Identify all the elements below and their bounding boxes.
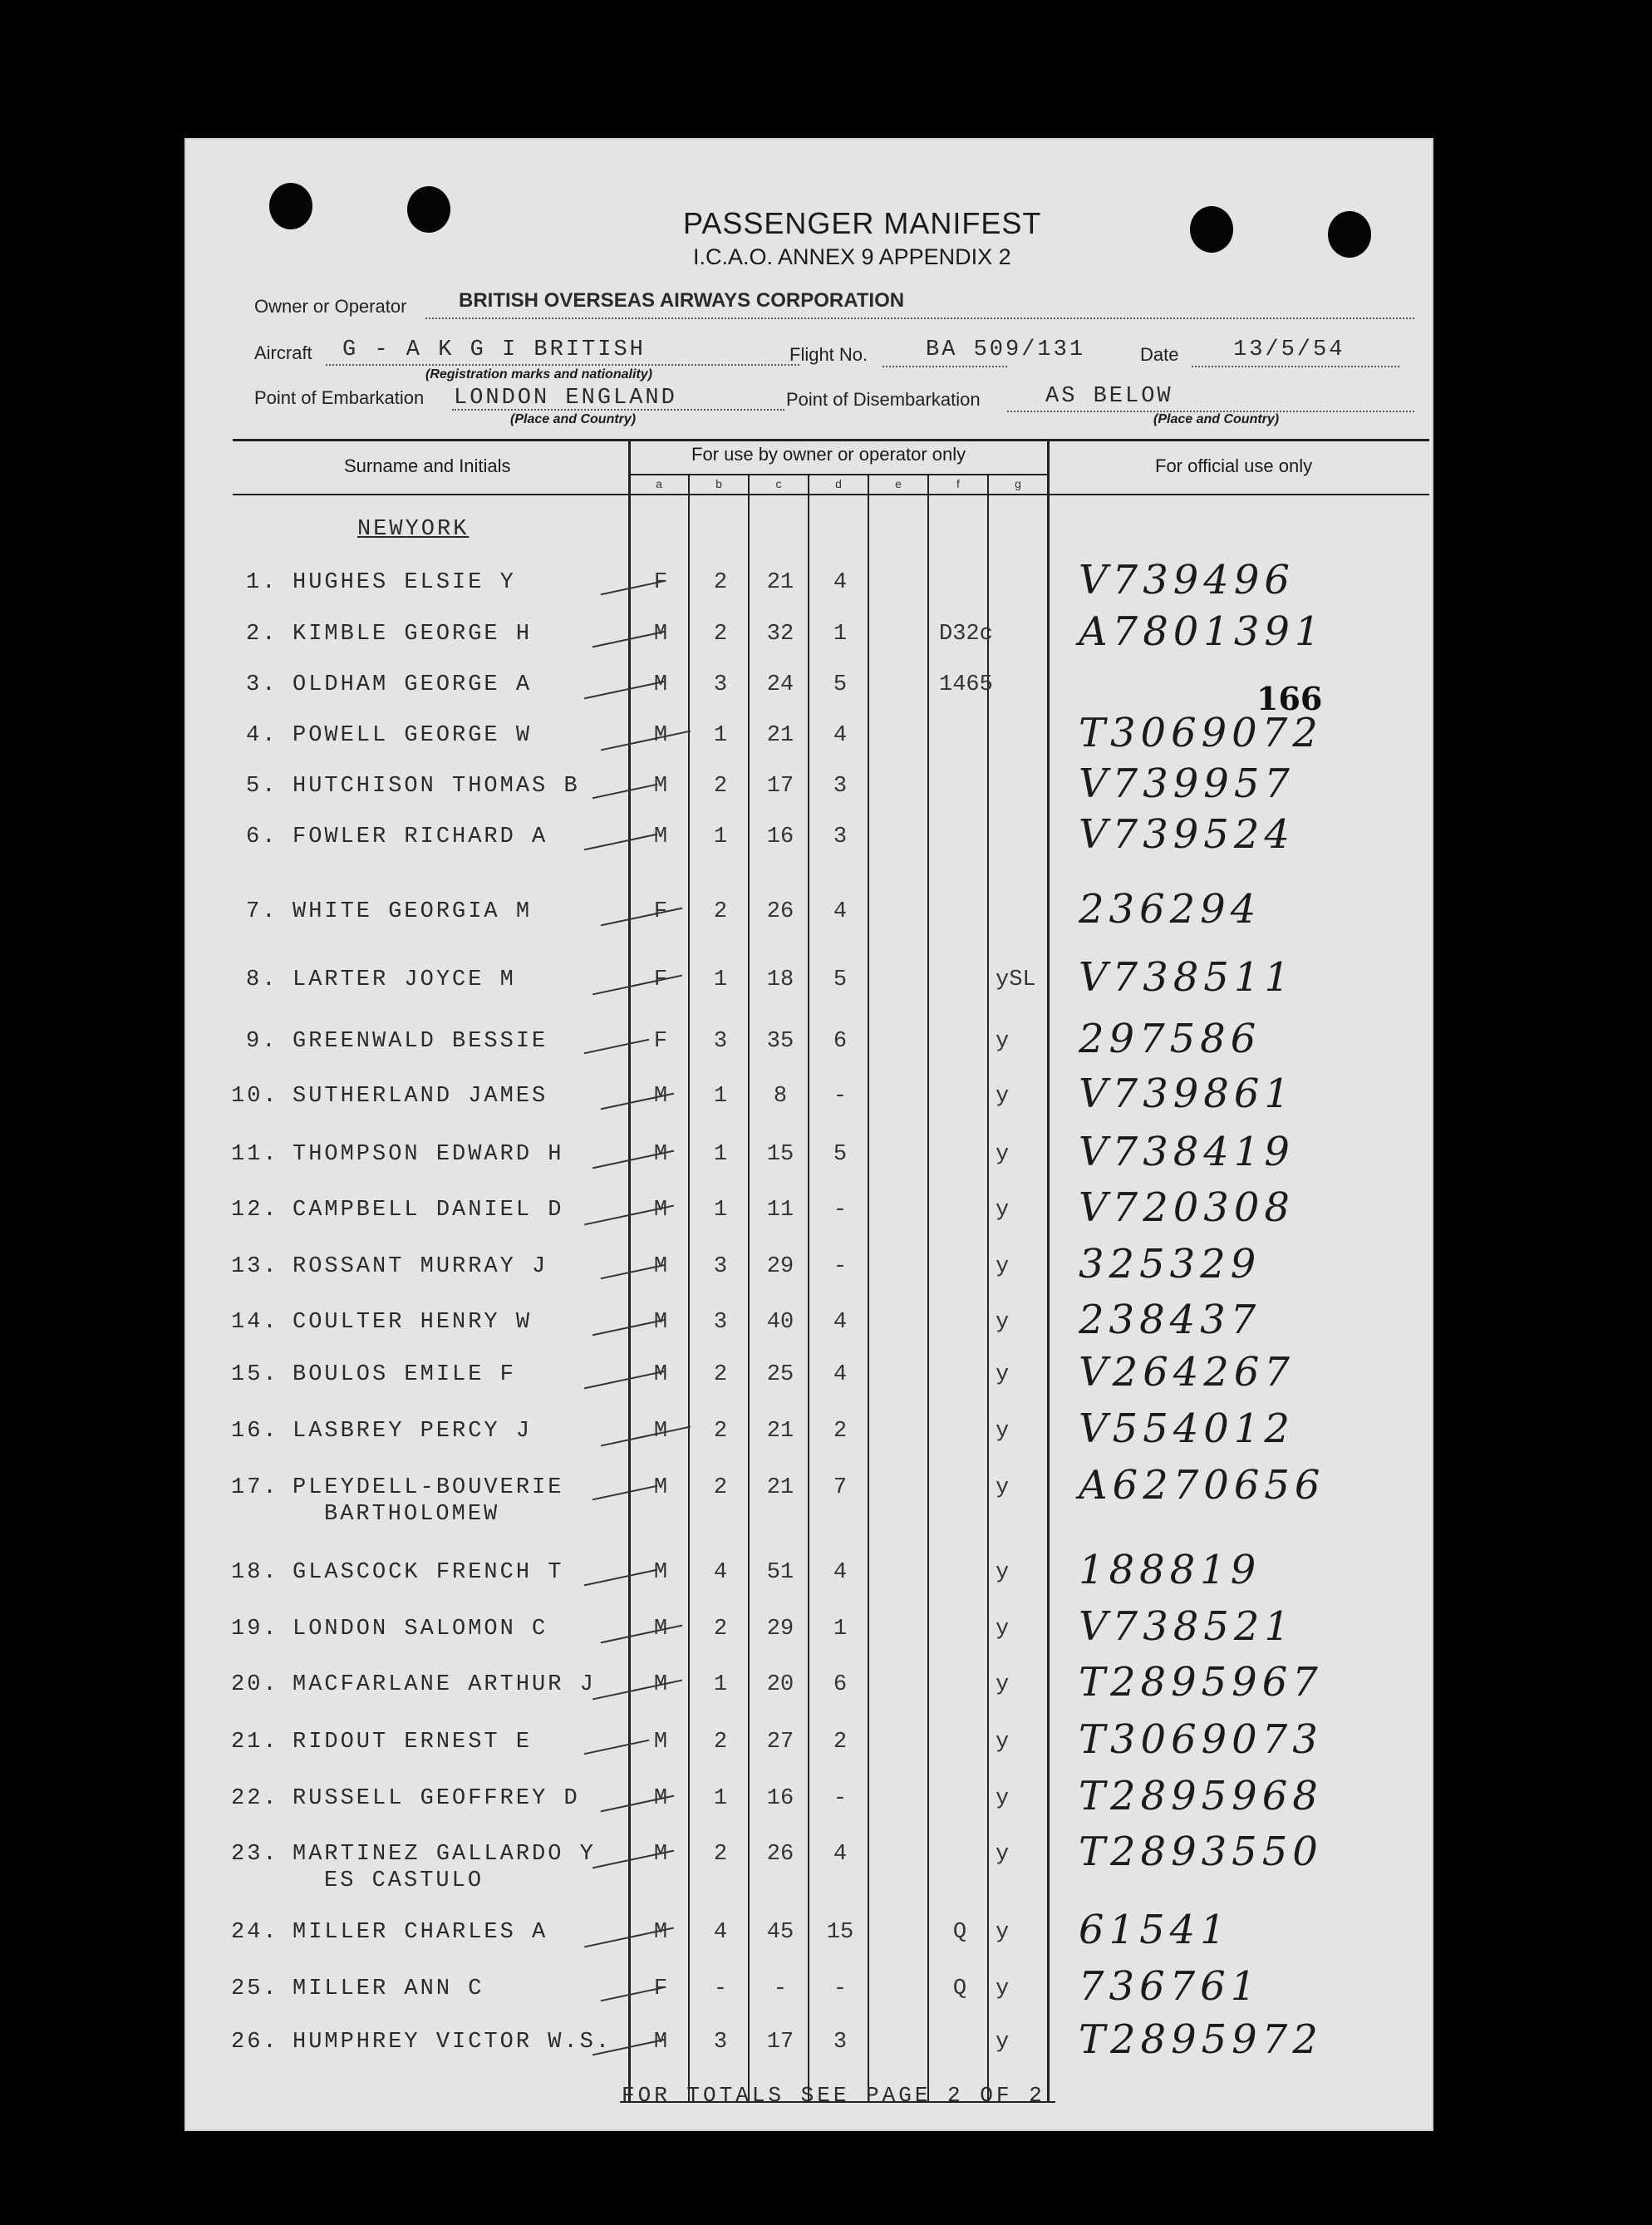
cell-c: 20 (766, 1672, 794, 1697)
row-number: 14. (231, 1310, 279, 1335)
row-number: 3. (246, 672, 278, 697)
cell-g: y (996, 1362, 1010, 1387)
cell-c: 21 (766, 1419, 794, 1444)
cell-b: 2 (713, 1842, 728, 1867)
column-divider (927, 474, 929, 2101)
row-number: 13. (231, 1254, 279, 1279)
passenger-name: FOWLER RICHARD A (293, 825, 548, 849)
official-number: T3069073 (1079, 1716, 1323, 1763)
passenger-name: GLASCOCK FRENCH T (293, 1560, 564, 1585)
row-number: 25. (231, 1976, 279, 2001)
column-divider (987, 474, 989, 2101)
official-number: A6270656 (1079, 1462, 1325, 1509)
official-number: T2895968 (1079, 1773, 1323, 1819)
passenger-name: KIMBLE GEORGE H (293, 622, 533, 647)
official-number: V739861 (1079, 1071, 1295, 1117)
cell-b: 2 (713, 774, 728, 799)
cell-d: 5 (833, 1142, 848, 1167)
cell-d: 5 (833, 967, 848, 992)
official-number: V739496 (1079, 557, 1295, 603)
row-number: 9. (246, 1029, 278, 1054)
official-number: T2895967 (1079, 1659, 1323, 1706)
official-number: V264267 (1079, 1349, 1295, 1396)
cell-d: 2 (833, 1730, 848, 1755)
cell-a: F (653, 967, 668, 992)
official-number: 236294 (1079, 886, 1261, 933)
col-header-official: For official use only (1155, 455, 1313, 476)
aircraft-line (326, 364, 799, 366)
cell-a: M (653, 1920, 668, 1945)
cell-d: 4 (833, 1310, 848, 1335)
table-header-rule (233, 494, 1429, 495)
cell-d: 3 (833, 2030, 848, 2055)
passenger-name: SUTHERLAND JAMES (293, 1084, 548, 1109)
cell-g: y (996, 1730, 1010, 1755)
cell-d: 2 (833, 1419, 848, 1444)
cell-b: 2 (713, 1475, 728, 1500)
passenger-name: RIDOUT ERNEST E (293, 1730, 533, 1755)
subcol-a: a (656, 477, 662, 490)
cell-c: 29 (766, 1254, 794, 1279)
official-number: V554012 (1079, 1405, 1295, 1452)
cell-c: 24 (766, 672, 794, 697)
cell-a: M (653, 1084, 668, 1109)
cell-c: 16 (766, 825, 794, 849)
row-number: 16. (231, 1419, 279, 1444)
cell-a: M (653, 1310, 668, 1335)
cell-d: - (833, 1786, 848, 1811)
official-number: 188819 (1079, 1547, 1261, 1593)
cell-b: 3 (713, 672, 728, 697)
footer-note: FOR TOTALS SEE PAGE 2 OF 2 (622, 2083, 1045, 2108)
official-number: 325329 (1079, 1241, 1261, 1287)
cell-g: y (996, 1920, 1010, 1945)
cell-b: 1 (713, 825, 728, 849)
column-divider (868, 474, 869, 2101)
passenger-name: HUMPHREY VICTOR W.S. (293, 2030, 612, 2055)
cell-a: M (653, 1842, 668, 1867)
cell-f: Q (952, 1920, 967, 1945)
cell-d: 4 (833, 1560, 848, 1585)
row-number: 17. (231, 1475, 279, 1500)
cell-d: 4 (833, 1362, 848, 1387)
cell-c: 26 (766, 899, 794, 924)
cell-d: 3 (833, 825, 848, 849)
cell-g: y (996, 1786, 1010, 1811)
cell-g: y (996, 1198, 1010, 1223)
cell-a: F (653, 1976, 668, 2001)
column-divider (688, 474, 690, 2101)
cell-c: 27 (766, 1730, 794, 1755)
cell-c: 21 (766, 570, 794, 595)
cell-b: 4 (713, 1920, 728, 1945)
cell-d: 6 (833, 1029, 848, 1054)
cell-b: 2 (713, 570, 728, 595)
row-number: 11. (231, 1142, 279, 1167)
table-top-rule (233, 439, 1429, 441)
official-number: 297586 (1079, 1016, 1261, 1062)
cell-a: M (653, 1730, 668, 1755)
cell-a: M (653, 1142, 668, 1167)
col-header-operator: For use by owner or operator only (691, 444, 966, 465)
cell-a: M (653, 622, 668, 647)
cell-d: 3 (833, 774, 848, 799)
cell-g: y (996, 1310, 1010, 1335)
cell-c: - (773, 1976, 788, 2001)
disembark-label: Point of Disembarkation (786, 389, 981, 410)
row-number: 8. (246, 967, 278, 992)
subcol-b: b (715, 477, 722, 490)
embark-label: Point of Embarkation (254, 387, 425, 408)
cell-b: 2 (713, 622, 728, 647)
subcol-e: e (895, 477, 902, 490)
cell-d: 15 (826, 1920, 854, 1945)
passenger-name-continued: BARTHOLOMEW (324, 1502, 500, 1527)
subcol-f: f (956, 477, 960, 490)
row-number: 19. (231, 1617, 279, 1642)
row-number: 21. (231, 1730, 279, 1755)
cell-b: 2 (713, 899, 728, 924)
cell-f: Q (952, 1976, 967, 2001)
subcol-d: d (835, 477, 842, 490)
cell-c: 17 (766, 774, 794, 799)
row-number: 1. (246, 570, 278, 595)
official-number: T3069072 (1079, 710, 1323, 756)
official-number: 238437 (1079, 1297, 1261, 1343)
aircraft-note: (Registration marks and nationality) (425, 367, 652, 381)
official-number: 736761 (1079, 1963, 1261, 2010)
cell-d: 1 (833, 1617, 848, 1642)
punch-hole (1328, 211, 1371, 258)
cell-a: M (653, 1198, 668, 1223)
passenger-name-continued: ES CASTULO (324, 1868, 484, 1893)
passenger-name: BOULOS EMILE F (293, 1362, 516, 1387)
passenger-name: MARTINEZ GALLARDO Y (293, 1842, 596, 1867)
date-label: Date (1140, 344, 1179, 365)
cell-b: 1 (713, 1786, 728, 1811)
cell-c: 21 (766, 1475, 794, 1500)
subcol-g: g (1015, 477, 1021, 490)
flight-value: BA 509/131 (926, 337, 1086, 362)
owner-line (425, 318, 1414, 319)
cell-g: y (996, 1084, 1010, 1109)
cell-c: 17 (766, 2030, 794, 2055)
cell-g: ySL (996, 967, 1036, 992)
official-number: 61541 (1079, 1907, 1231, 1953)
cell-d: 4 (833, 899, 848, 924)
cell-d: 4 (833, 723, 848, 748)
form-title: PASSENGER MANIFEST (683, 206, 1042, 240)
cell-b: 3 (713, 2030, 728, 2055)
cell-d: 7 (833, 1475, 848, 1500)
punch-hole (407, 186, 450, 233)
cell-c: 40 (766, 1310, 794, 1335)
row-number: 2. (246, 622, 278, 647)
subcol-c: c (775, 477, 782, 490)
official-number: T2895972 (1079, 2016, 1323, 2063)
cell-d: - (833, 1198, 848, 1223)
cell-a: M (653, 1560, 668, 1585)
cell-b: - (713, 1976, 728, 2001)
cell-a: F (653, 570, 668, 595)
passenger-name: THOMPSON EDWARD H (293, 1142, 564, 1167)
cell-b: 1 (713, 1142, 728, 1167)
embark-note: (Place and Country) (510, 412, 637, 426)
cell-a: M (653, 1362, 668, 1387)
date-value: 13/5/54 (1233, 337, 1345, 362)
punch-hole (269, 183, 312, 229)
disembark-value: AS BELOW (1045, 384, 1173, 409)
passenger-name: MILLER ANN C (293, 1976, 484, 2001)
cell-b: 2 (713, 1730, 728, 1755)
cell-a: M (653, 723, 668, 748)
passenger-name: RUSSELL GEOFFREY D (293, 1786, 580, 1811)
row-number: 18. (231, 1560, 279, 1585)
cell-d: 6 (833, 1672, 848, 1697)
cell-g: y (996, 1976, 1010, 2001)
cell-a: F (653, 899, 668, 924)
owner-value: BRITISH OVERSEAS AIRWAYS CORPORATION (459, 289, 905, 312)
row-number: 24. (231, 1920, 279, 1945)
passenger-name: COULTER HENRY W (293, 1310, 533, 1335)
official-number: T2893550 (1079, 1829, 1323, 1875)
cell-b: 3 (713, 1029, 728, 1054)
cell-b: 2 (713, 1362, 728, 1387)
cell-g: y (996, 1029, 1010, 1054)
passenger-name: LONDON SALOMON C (293, 1617, 548, 1642)
cell-a: M (653, 1786, 668, 1811)
passenger-name: MACFARLANE ARTHUR J (293, 1672, 596, 1697)
row-number: 23. (231, 1842, 279, 1867)
official-number: V739524 (1079, 811, 1295, 858)
cell-g: y (996, 1475, 1010, 1500)
row-number: 7. (246, 899, 278, 924)
punch-hole (1190, 206, 1233, 253)
row-number: 6. (246, 825, 278, 849)
cell-a: F (653, 1029, 668, 1054)
cell-a: M (653, 1617, 668, 1642)
official-number: V738419 (1079, 1129, 1295, 1175)
cell-g: y (996, 1842, 1010, 1867)
cell-d: - (833, 1976, 848, 2001)
cell-f: D32c (939, 622, 993, 647)
cell-a: M (653, 672, 668, 697)
cell-d: - (833, 1254, 848, 1279)
cell-c: 8 (773, 1084, 788, 1109)
cell-d: 4 (833, 1842, 848, 1867)
row-number: 22. (231, 1786, 279, 1811)
official-number: A7801391 (1079, 608, 1325, 655)
cell-c: 51 (766, 1560, 794, 1585)
disembark-note: (Place and Country) (1153, 412, 1280, 426)
section-label: NEWYORK (357, 517, 470, 542)
row-number: 4. (246, 723, 278, 748)
cell-c: 26 (766, 1842, 794, 1867)
cell-b: 3 (713, 1254, 728, 1279)
embark-value: LONDON ENGLAND (454, 386, 677, 411)
cell-c: 16 (766, 1786, 794, 1811)
cell-a: M (653, 774, 668, 799)
flight-line (883, 366, 1007, 367)
aircraft-value: G - A K G I BRITISH (342, 337, 646, 362)
cell-c: 11 (766, 1198, 794, 1223)
cell-b: 2 (713, 1617, 728, 1642)
official-number: V738521 (1079, 1603, 1295, 1650)
cell-f: 1465 (939, 672, 993, 697)
cell-a: M (653, 1254, 668, 1279)
official-number: V738511 (1079, 954, 1295, 1001)
row-number: 12. (231, 1198, 279, 1223)
row-number: 20. (231, 1672, 279, 1697)
passenger-name: MILLER CHARLES A (293, 1920, 548, 1945)
operator-subheader-rule (630, 474, 1049, 475)
cell-b: 1 (713, 723, 728, 748)
cell-d: 5 (833, 672, 848, 697)
passenger-name: HUTCHISON THOMAS B (293, 774, 580, 799)
passenger-name: CAMPBELL DANIEL D (293, 1198, 564, 1223)
cell-a: M (653, 1475, 668, 1500)
cell-c: 15 (766, 1142, 794, 1167)
passenger-name: PLEYDELL-BOUVERIE (293, 1475, 564, 1500)
row-number: 10. (231, 1084, 279, 1109)
cell-g: y (996, 1672, 1010, 1697)
row-number: 26. (231, 2030, 279, 2055)
cell-g: y (996, 1617, 1010, 1642)
cell-d: 1 (833, 622, 848, 647)
column-divider (808, 474, 809, 2101)
cell-c: 18 (766, 967, 794, 992)
passenger-name: ROSSANT MURRAY J (293, 1254, 548, 1279)
passenger-name: WHITE GEORGIA M (293, 899, 533, 924)
date-line (1192, 366, 1399, 367)
official-number: V720308 (1079, 1184, 1295, 1231)
flight-label: Flight No. (789, 344, 868, 365)
cell-g: y (996, 1419, 1010, 1444)
manifest-sheet (184, 138, 1433, 2131)
page-stamp: 166 (1256, 680, 1323, 717)
cell-g: y (996, 1560, 1010, 1585)
passenger-name: HUGHES ELSIE Y (293, 570, 516, 595)
cell-c: 25 (766, 1362, 794, 1387)
form-subtitle: I.C.A.O. ANNEX 9 APPENDIX 2 (693, 244, 1011, 269)
row-number: 5. (246, 774, 278, 799)
cell-b: 1 (713, 1198, 728, 1223)
column-divider (748, 474, 750, 2101)
cell-a: M (653, 1419, 668, 1444)
cell-d: 4 (833, 570, 848, 595)
cell-c: 45 (766, 1920, 794, 1945)
passenger-name: GREENWALD BESSIE (293, 1029, 548, 1054)
col-header-name: Surname and Initials (344, 455, 511, 476)
cell-c: 32 (766, 622, 794, 647)
owner-label: Owner or Operator (254, 296, 407, 317)
cell-d: - (833, 1084, 848, 1109)
cell-a: M (653, 825, 668, 849)
cell-g: y (996, 2030, 1010, 2055)
cell-g: y (996, 1254, 1010, 1279)
cell-g: y (996, 1142, 1010, 1167)
cell-b: 1 (713, 1672, 728, 1697)
cell-a: M (653, 1672, 668, 1697)
cell-c: 29 (766, 1617, 794, 1642)
passenger-name: POWELL GEORGE W (293, 723, 533, 748)
cell-b: 4 (713, 1560, 728, 1585)
cell-a: M (653, 2030, 668, 2055)
cell-c: 21 (766, 723, 794, 748)
aircraft-label: Aircraft (254, 342, 312, 363)
row-number: 15. (231, 1362, 279, 1387)
cell-b: 1 (713, 1084, 728, 1109)
cell-b: 1 (713, 967, 728, 992)
official-number: V739957 (1079, 761, 1295, 807)
cell-b: 2 (713, 1419, 728, 1444)
passenger-name: LARTER JOYCE M (293, 967, 516, 992)
passenger-name: LASBREY PERCY J (293, 1419, 533, 1444)
passenger-name: OLDHAM GEORGE A (293, 672, 533, 697)
cell-b: 3 (713, 1310, 728, 1335)
cell-c: 35 (766, 1029, 794, 1054)
